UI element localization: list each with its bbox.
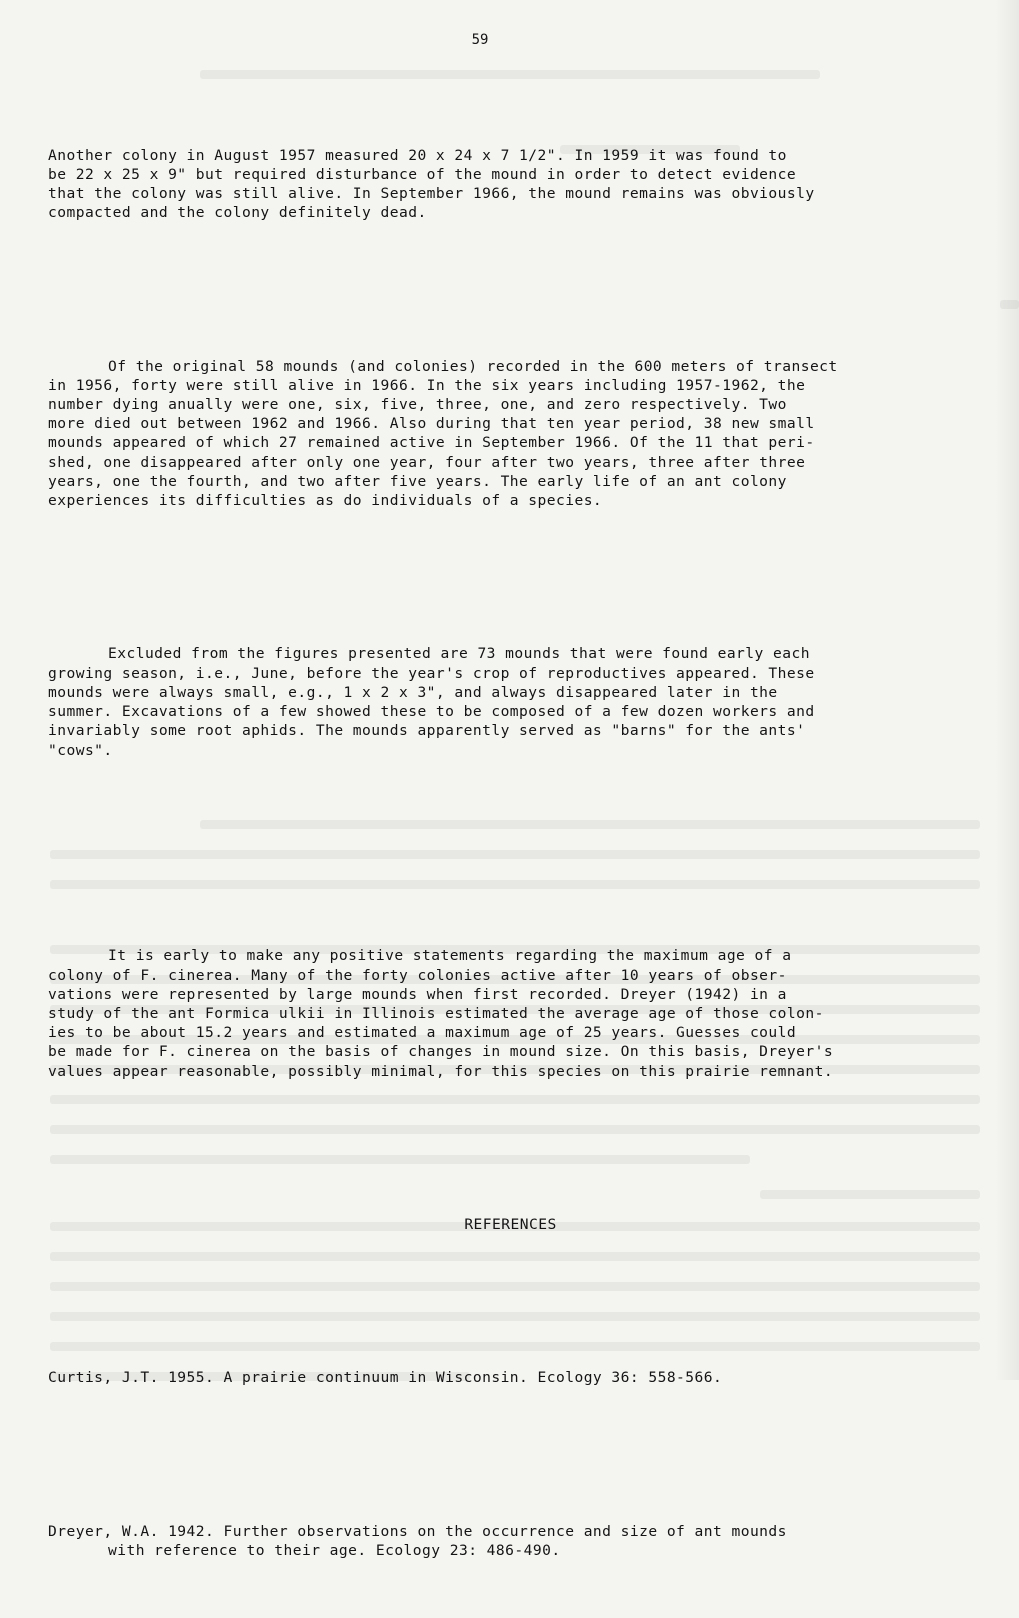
page-edge-shade bbox=[995, 0, 1019, 1380]
text-line: Dreyer, W.A. 1942. Further observations on the occurrence and size of ant mounds bbox=[48, 1522, 787, 1540]
text-line: be 22 x 25 x 9" but required disturbance of the mound in order to detect evidence bbox=[48, 165, 797, 183]
text-line: Curtis, J.T. 1955. A prairie continuum in Wisconsin. Ecology 36: 558-566. bbox=[48, 1369, 723, 1387]
paragraph-3 bbox=[48, 644, 973, 759]
text-line: vations were represented by large mounds when first recorded. Dreyer (1942) in a bbox=[48, 985, 787, 1003]
text-line: with reference to their age. Ecology 23: 486-490. bbox=[108, 1542, 561, 1560]
text-line: ies to be about 15.2 years and estimated a maximum age of 25 years. Guesses could bbox=[48, 1024, 797, 1042]
text-line: summer. Excavations of a few showed these to be composed of a few dozen workers and bbox=[48, 703, 815, 721]
text-line: experiences its difficulties as do individuals of a species. bbox=[48, 492, 603, 510]
text-line: shed, one disappeared after only one year, four after two years, three after three bbox=[48, 453, 806, 471]
text-line: study of the ant Formica ulkii in Illinois estimated the average age of those colon- bbox=[48, 1004, 824, 1022]
text-line: Of the original 58 mounds (and colonies) recorded in the 600 meters of transect bbox=[108, 357, 838, 375]
page-number: 59 bbox=[471, 32, 489, 48]
text-line: in 1956, forty were still alive in 1966. In the six years including 1957-1962, the bbox=[48, 376, 806, 394]
text-line: growing season, i.e., June, before the year's crop of reproductives appeared. These bbox=[48, 664, 815, 682]
text-line: that the colony was still alive. In September 1966, the mound remains was obviously bbox=[48, 185, 815, 203]
body-text bbox=[48, 88, 973, 1618]
text-line: compacted and the colony definitely dead. bbox=[48, 204, 427, 222]
text-line: more died out between 1962 and 1966. Also during that ten year period, 38 new small bbox=[48, 415, 815, 433]
text-line: Excluded from the figures presented are 73 mounds that were found early each bbox=[108, 645, 810, 663]
text-line: be made for F. cinerea on the basis of changes in mound size. On this basis, Dreyer's bbox=[48, 1043, 834, 1061]
paragraph-1 bbox=[48, 146, 973, 223]
reference-entry bbox=[48, 1368, 973, 1387]
text-line: values appear reasonable, possibly minimal, for this species on this prairie remnant. bbox=[48, 1062, 834, 1080]
paragraph-2 bbox=[48, 357, 973, 511]
text-line: It is early to make any positive statements regarding the maximum age of a bbox=[108, 947, 792, 965]
paragraph-4 bbox=[48, 946, 973, 1080]
text-line: mounds were always small, e.g., 1 x 2 x 3", and always disappeared later in the bbox=[48, 683, 778, 701]
text-line: number dying anually were one, six, five, three, one, and zero respectively. Two bbox=[48, 396, 787, 414]
text-line: years, one the fourth, and two after five years. The early life of an ant colony bbox=[48, 472, 787, 490]
text-line: Another colony in August 1957 measured 20 x 24 x 7 1/2". In 1959 it was found to bbox=[48, 146, 787, 164]
text-line: invariably some root aphids. The mounds apparently served as "barns" for the ants' bbox=[48, 722, 806, 740]
reference-entry bbox=[48, 1522, 973, 1560]
text-line: "cows". bbox=[48, 741, 113, 759]
text-line: colony of F. cinerea. Many of the forty colonies active after 10 years of obser- bbox=[48, 966, 787, 984]
references-heading: REFERENCES bbox=[464, 1215, 557, 1233]
text-line: mounds appeared of which 27 remained active in September 1966. Of the 11 that peri- bbox=[48, 434, 815, 452]
